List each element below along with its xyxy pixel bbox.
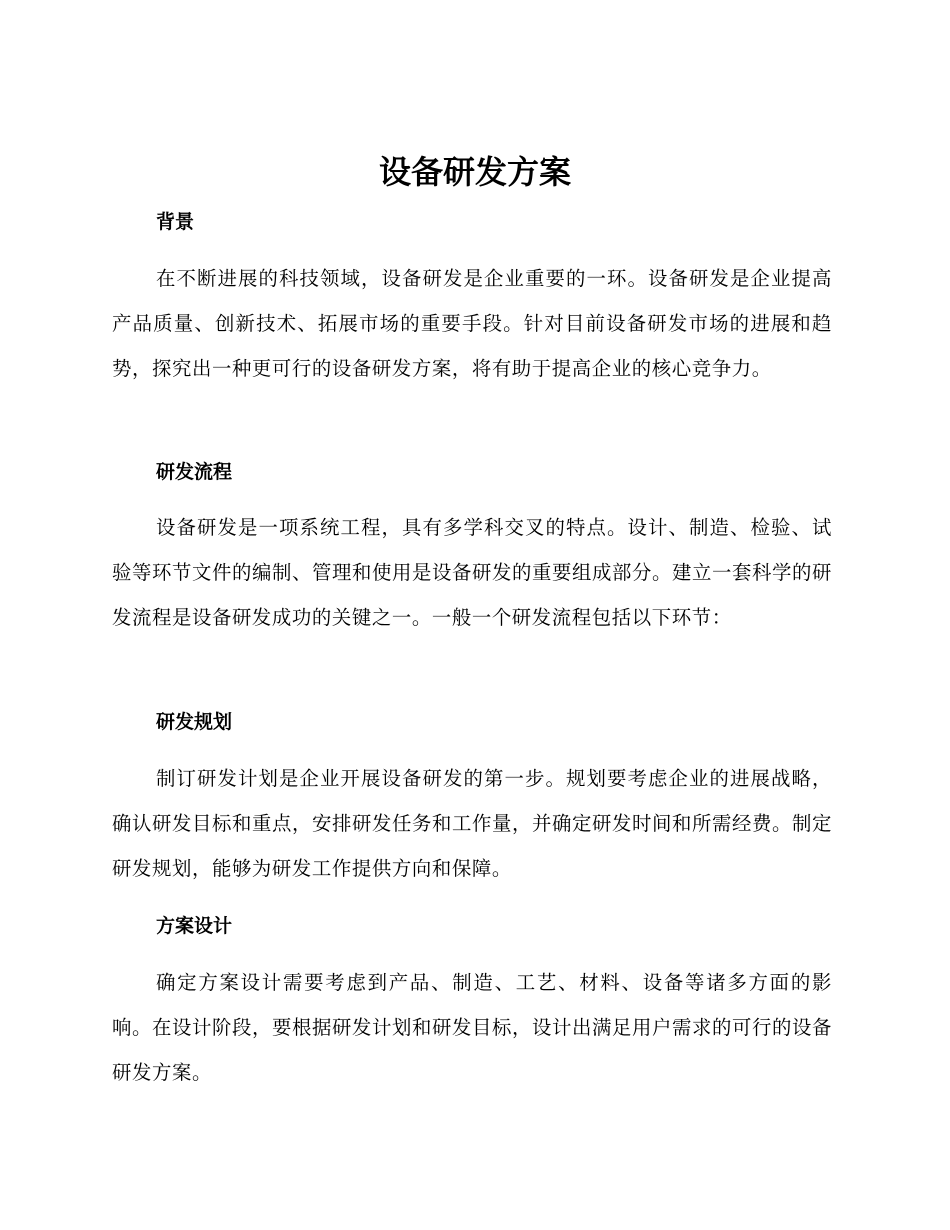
section-body-design: 确定方案设计需要考虑到产品、制造、工艺、材料、设备等诸多方面的影响。在设计阶段，要根据研发计划和研发目标，设计出满足用户需求的可行的设备研发方案。 [112, 971, 832, 1084]
section-heading-design: 方案设计 [156, 915, 233, 937]
section-body-planning: 制订研发计划是企业开展设备研发的第一步。规划要考虑企业的进展战略，确认研发目标和重点，安排研发任务和工作量，并确定研发时间和所需经费。制定研发规划，能够为研发工作提供方向和保障。 [112, 767, 832, 880]
section-heading-process: 研发流程 [156, 461, 233, 483]
section-heading-planning: 研发规划 [156, 711, 233, 733]
section-body-process: 设备研发是一项系统工程，具有多学科交叉的特点。设计、制造、检验、试验等环节文件的编制、管理和使用是设备研发的重要组成部分。建立一套科学的研发流程是设备研发成功的关键之一。一般一个研发流程包括以下环节： [112, 516, 832, 629]
section-body-background: 在不断进展的科技领域，设备研发是企业重要的一环。设备研发是企业提高产品质量、创新技术、拓展市场的重要手段。针对目前设备研发市场的进展和趋势，探究出一种更可行的设备研发方案，将有助于提高企业的核心竞争力。 [112, 267, 832, 380]
section-heading-background: 背景 [156, 211, 195, 233]
document-title: 设备研发方案 [378, 153, 571, 191]
